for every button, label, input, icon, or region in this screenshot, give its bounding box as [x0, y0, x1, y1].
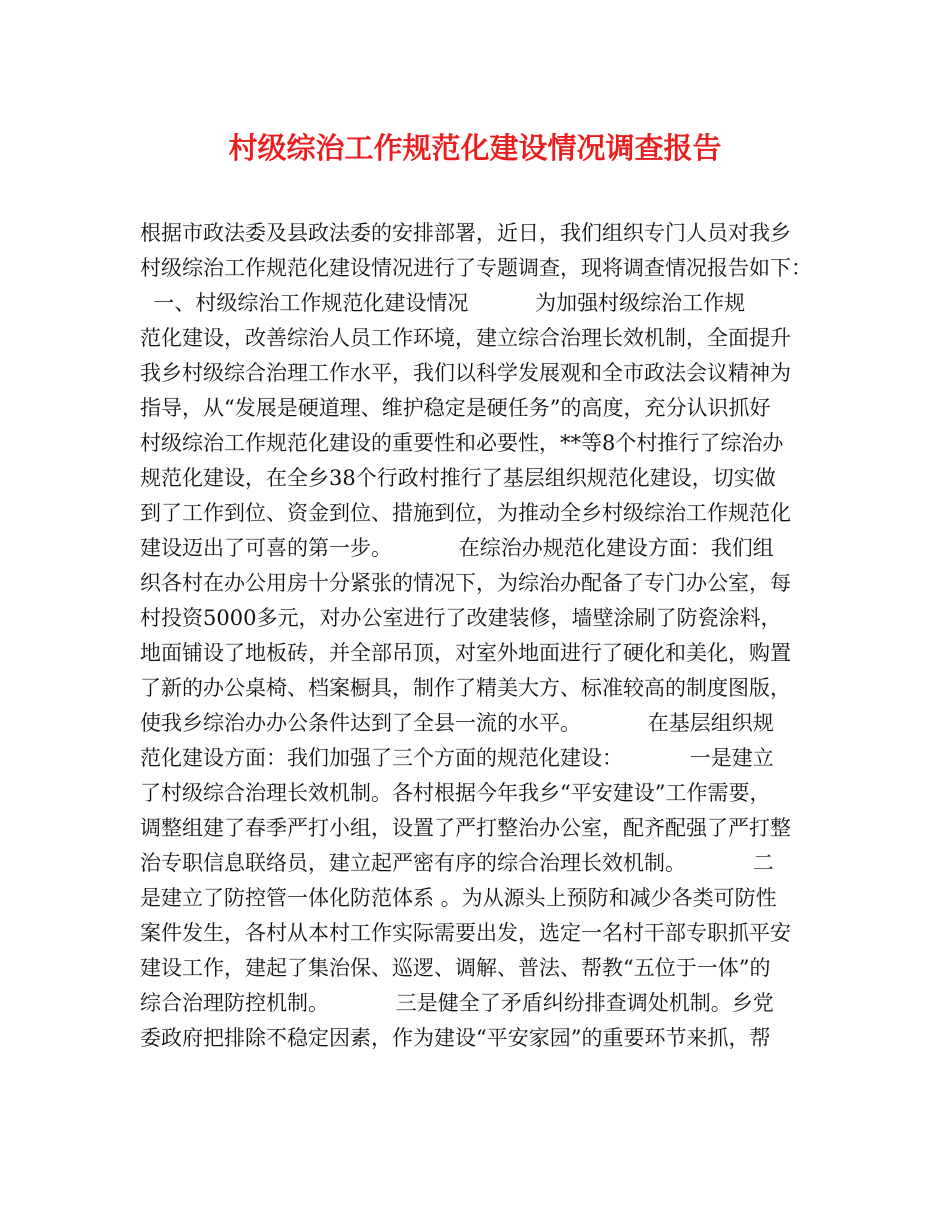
body-line: 委政府把排除不稳定因素，作为建设“平安家园”的重要环节来抓，帮	[140, 1026, 771, 1050]
body-line: 调整组建了春季严打小组，设置了严打整治办公室，配齐配强了严打整	[140, 816, 791, 840]
body-line: 了村级综合治理长效机制。各村根据今年我乡“平安建设”工作需要，	[140, 781, 771, 805]
document-body	[140, 216, 820, 1056]
body-line: 我乡村级综合治理工作水平，我们以科学发展观和全市政法会议精神为	[140, 361, 791, 385]
body-line: 一、村级综治工作规范化建设情况 为加强村级综治工作规	[140, 291, 746, 315]
body-line: 使我乡综治办办公条件达到了全县一流的水平。 在基层组织规	[140, 711, 774, 735]
body-line: 根据市政法委及县政法委的安排部署，近日，我们组织专门人员对我乡	[140, 221, 791, 245]
body-line: 范化建设，改善综治人员工作环境，建立综合治理长效机制，全面提升	[140, 326, 791, 350]
body-line: 案件发生，各村从本村工作实际需要出发，选定一名村干部专职抓平安	[140, 921, 791, 945]
body-line: 村投资5000多元，对办公室进行了改建装修，墙壁涂刷了防瓷涂料，	[140, 606, 782, 630]
body-line: 到了工作到位、资金到位、措施到位，为推动全乡村级综治工作规范化	[140, 501, 791, 525]
body-line: 范化建设方面：我们加强了三个方面的规范化建设： 一是建立	[140, 746, 774, 770]
body-line: 村级综治工作规范化建设的重要性和必要性，**等8个村推行了综治办	[140, 431, 784, 455]
body-line: 治专职信息联络员，建立起严密有序的综合治理长效机制。 二	[140, 851, 774, 875]
body-line: 织各村在办公用房十分紧张的情况下，为综治办配备了专门办公室，每	[140, 571, 791, 595]
body-line: 是建立了防控管一体化防范体系 。为从源头上预防和减少各类可防性	[140, 886, 777, 910]
body-line: 综合治理防控机制。 三是健全了矛盾纠纷排查调处机制。乡党	[140, 991, 774, 1015]
body-line: 规范化建设，在全乡38个行政村推行了基层组织规范化建设，切实做	[140, 466, 776, 490]
body-line: 了新的办公桌椅、档案橱具，制作了精美大方、标准较高的制度图版，	[140, 676, 791, 700]
body-line: 指导，从“发展是硬道理、维护稳定是硬任务”的高度，充分认识抓好	[140, 396, 771, 420]
body-line: 建设迈出了可喜的第一步。 在综治办规范化建设方面：我们组	[140, 536, 774, 560]
body-line: 建设工作，建起了集治保、巡逻、调解、普法、帮教“五位于一体”的	[140, 956, 771, 980]
body-line: 村级综治工作规范化建设情况进行了专题调查，现将调查情况报告如下：	[140, 256, 812, 280]
document-title: 村级综治工作规范化建设情况调查报告	[228, 131, 722, 165]
body-line: 地面铺设了地板砖，并全部吊顶，对室外地面进行了硬化和美化，购置	[140, 641, 791, 665]
